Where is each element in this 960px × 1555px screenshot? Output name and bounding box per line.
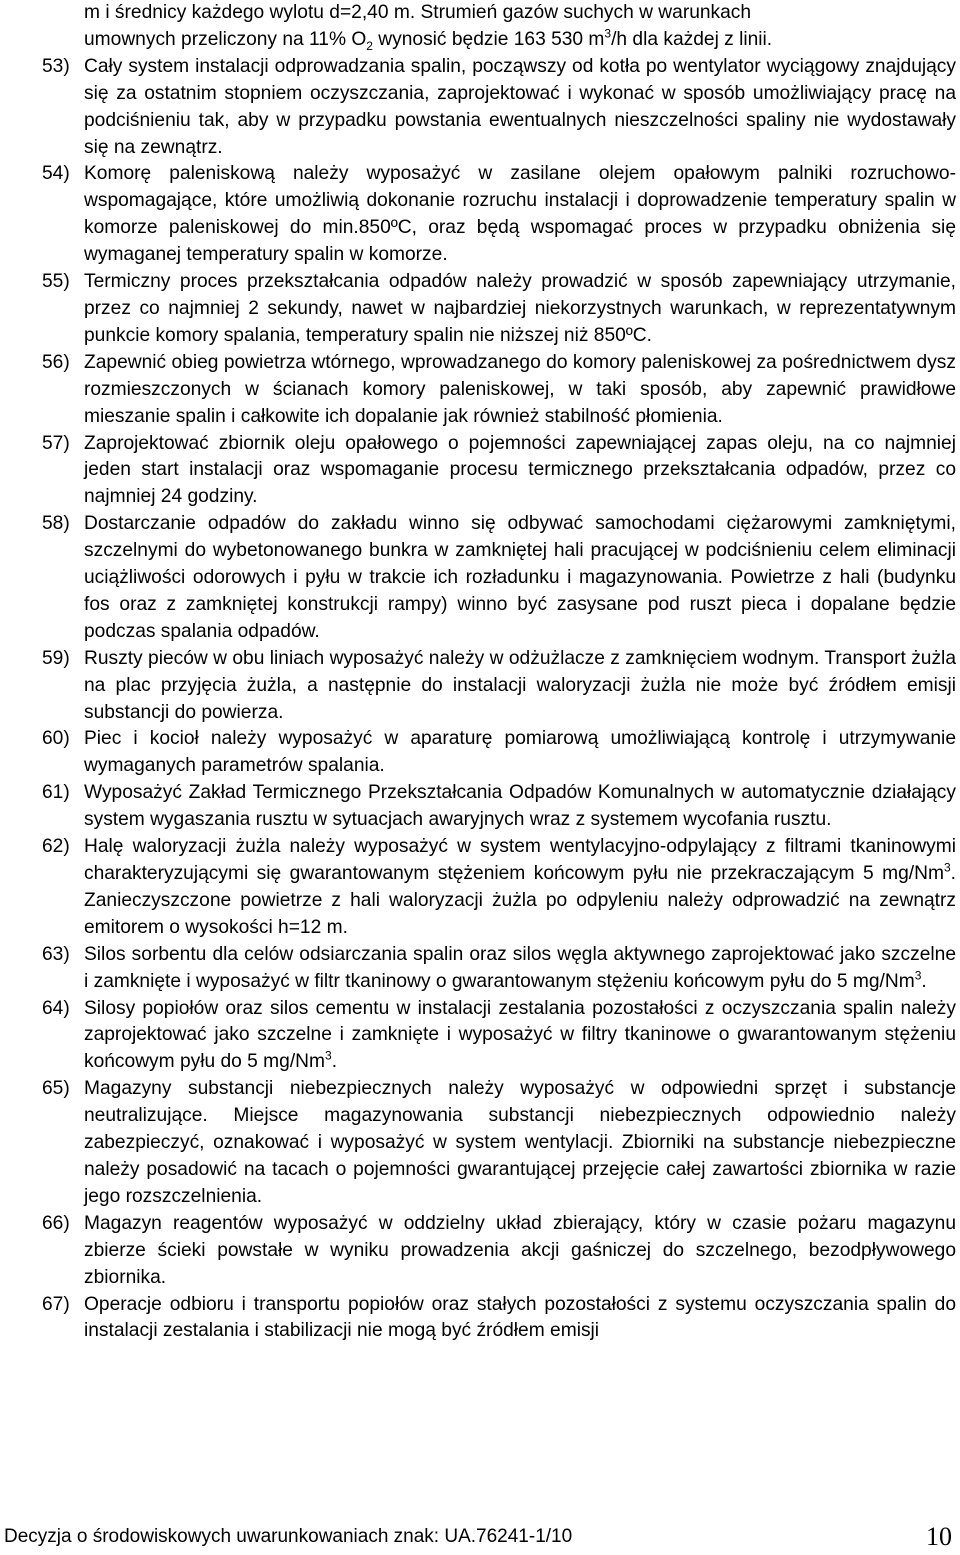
cubic-superscript: 3 xyxy=(914,968,922,983)
intro-line-2 xyxy=(84,27,956,54)
item-text: Magazyn reagentów wyposażyć w oddzielny układ zbierający, który w czasie pożaru magazynu zbierze ścieki powstałe w wyniku prowadzenia akcji gaśniczej do szczelnego, bezodpływowego zbiornika. xyxy=(84,1212,956,1288)
item-text-part-b: . Zanieczyszczone powietrze z hali waloryzacji żużla po odpyleniu należy odprowadzić na zewnątrz emitorem o wysokości h=12 m. xyxy=(84,863,956,938)
list-item-62 xyxy=(42,834,956,942)
item-text: Operacje odbioru i transportu popiołów oraz stałych pozostałości z systemu oczyszczania spalin do instalacji zestalania i stabilizacji nie mogą być źródłem emisji xyxy=(84,1293,956,1342)
list-item-65 xyxy=(42,1076,956,1211)
item-text: Wyposażyć Zakład Termicznego Przekształcania Odpadów Komunalnych w automatycznie działający system wygaszania rusztu w sytuacjach awaryjnych wraz z systemem wycofania rusztu. xyxy=(84,782,956,831)
intro-line-2-part-a: umownych przeliczony na 11% O xyxy=(84,28,367,50)
item-number: 64) xyxy=(42,997,70,1019)
item-text-part-a: Halę waloryzacji żużla należy wyposażyć w system wentylacyjno-odpylający z filtrami tkaninowymi charakteryzującymi się gwarantowanym stężeniem końcowym pyłu nie przekraczającym 5 mg/Nm xyxy=(84,836,956,884)
item-text: Dostarczanie odpadów do zakładu winno się odbywać samochodami ciężarowymi zamkniętymi, szczelnymi do wybetonowanego bunkra w zamkniętej hali pracującej w podciśnieniu celem eliminacji uciążliwości odorowych i pyłu w trakcie ich rozładunku i magazynowania. Powietrze z hali (budynku fos oraz z zamkniętej konstrukcji rampy) winno być zasysane pod ruszt pieca i dopalane będzie podczas spalania odpadów. xyxy=(84,513,956,642)
list-item-53 xyxy=(42,54,956,162)
item-text xyxy=(84,942,956,996)
item-number: 63) xyxy=(42,943,70,965)
item-text-part-a: Silos sorbentu dla celów odsiarczania spalin oraz silos węgla aktywnego zaprojektować jako szczelne i zamknięte i wyposażyć w filtr tkaninowy o gwarantowanym stężeniu końcowym pyłu do 5 mg/Nm xyxy=(84,943,956,992)
footer-reference: Decyzja o środowiskowych uwarunkowaniach znak: UA.76241-1/10 xyxy=(4,1526,573,1547)
list-item-54 xyxy=(42,161,956,269)
list-item-59 xyxy=(42,646,956,727)
item-text: Termiczny proces przekształcania odpadów należy prowadzić w sposób zapewniający utrzymanie, przez co najmniej 2 sekundy, nawet w najbardziej niekorzystnych warunkach, w reprezentatywnym punkcie komory spalania, temperatury spalin nie niższej niż 850ºC. xyxy=(84,271,956,346)
cubic-superscript: 3 xyxy=(325,1048,332,1063)
item-text xyxy=(84,834,956,942)
item-number: 61) xyxy=(42,782,70,804)
item-number: 59) xyxy=(42,647,70,669)
item-text: Cały system instalacji odprowadzania spalin, począwszy od kotła po wentylator wyciągowy znajdujący się za ostatnim stopniem oczyszczania, zaprojektować i wykonać w sposób umożliwiający pracę na podciśnieniu tak, aby w przypadku powstania ewentualnych nieszczelności spaliny nie wydostawały się na zewnątrz. xyxy=(84,55,956,158)
item-text: Magazyny substancji niebezpiecznych należy wyposażyć w odpowiedni sprzęt i substancje neutralizujące. Miejsce magazynowania substancji niebezpiecznych odpowiednio należy zabezpieczyć, oznakować i wyposażyć w system wentylacji. Zbiorniki na substancje niebezpieczne należy posadowić na tacach o pojemności gwarantującej przejęcie całej zawartości zbiornika w razie jego rozszczelnienia. xyxy=(84,1078,956,1207)
item-number: 58) xyxy=(42,513,70,535)
item-text: Piec i kocioł należy wyposażyć w aparaturę pomiarową umożliwiającą kontrolę i utrzymywanie wymaganych parametrów spalania. xyxy=(84,728,956,777)
page-number: 10 xyxy=(926,1522,952,1551)
item-number: 67) xyxy=(42,1293,70,1315)
list-item-57 xyxy=(42,431,956,512)
list-item-64 xyxy=(42,996,956,1077)
item-number: 65) xyxy=(42,1078,70,1100)
intro-line-2-part-c: /h dla każdej z linii. xyxy=(611,28,773,50)
item-text-part-b: . xyxy=(331,1051,338,1073)
item-number: 66) xyxy=(42,1212,70,1234)
list-item-63 xyxy=(42,942,956,996)
item-text: Ruszty pieców w obu liniach wyposażyć należy w odżużlacze z zamknięciem wodnym. Transport żużla na plac przyjęcia żużla, a następnie do instalacji waloryzacji żużla nie może być źródłem emisji substancji do powierza. xyxy=(84,647,956,723)
list-item-55 xyxy=(42,269,956,350)
oxygen-subscript: 2 xyxy=(366,38,373,53)
intro-paragraph xyxy=(42,0,956,54)
item-number: 55) xyxy=(42,271,70,293)
item-number: 62) xyxy=(42,836,70,858)
list-item-60 xyxy=(42,726,956,780)
item-text xyxy=(84,996,956,1077)
document-body xyxy=(42,0,956,1345)
item-number: 56) xyxy=(42,351,70,373)
intro-line-1: m i średnicy każdego wylotu d=2,40 m. Strumień gazów suchych w warunkach xyxy=(84,2,752,23)
item-number: 57) xyxy=(42,432,70,454)
cubic-superscript: 3 xyxy=(943,860,951,875)
item-text: Zapewnić obieg powietrza wtórnego, wprowadzanego do komory paleniskowej za pośrednictwem dysz rozmieszczonych w ścianach komory paleniskowej, w taki sposób, aby zapewnić prawidłowe mieszanie spalin i całkowite ich dopalanie jak również stabilność płomienia. xyxy=(84,351,956,427)
list-item-58 xyxy=(42,511,956,646)
list-item-66 xyxy=(42,1211,956,1292)
list-item-61 xyxy=(42,780,956,834)
item-text-part-a: Silosy popiołów oraz silos cementu w instalacji zestalania pozostałości z oczyszczania spalin należy zaprojektować jako szczelne i zamknięte i wyposażyć w filtry tkaninowe o gwarantowanym stężeniu końcowym pyłu do 5 mg/Nm xyxy=(84,997,956,1073)
item-text: Zaprojektować zbiornik oleju opałowego o pojemności zapewniającej zapas oleju, na co najmniej jeden start instalacji oraz wspomaganie procesu termicznego przekształcania odpadów, przez co najmniej 24 godziny. xyxy=(84,432,956,508)
item-number: 54) xyxy=(42,163,70,185)
item-text-part-b: . xyxy=(921,970,927,992)
item-number: 53) xyxy=(42,55,70,77)
intro-line-2-part-b: wynosić będzie 163 530 m xyxy=(372,28,605,50)
cubic-superscript: 3 xyxy=(604,26,612,41)
item-number: 60) xyxy=(42,728,70,750)
list-item-67 xyxy=(42,1292,956,1346)
list-item-56 xyxy=(42,350,956,431)
item-text: Komorę paleniskową należy wyposażyć w zasilane olejem opałowym palniki rozruchowo-wspomagające, które umożliwią dokonanie rozruchu instalacji i doprowadzenie temperatury spalin w komorze paleniskowej do min.850ºC, oraz będą wspomagać proces w przypadku obniżenia się wymaganej temperatury spalin w komorze. xyxy=(84,163,956,266)
page-footer xyxy=(0,1510,960,1550)
